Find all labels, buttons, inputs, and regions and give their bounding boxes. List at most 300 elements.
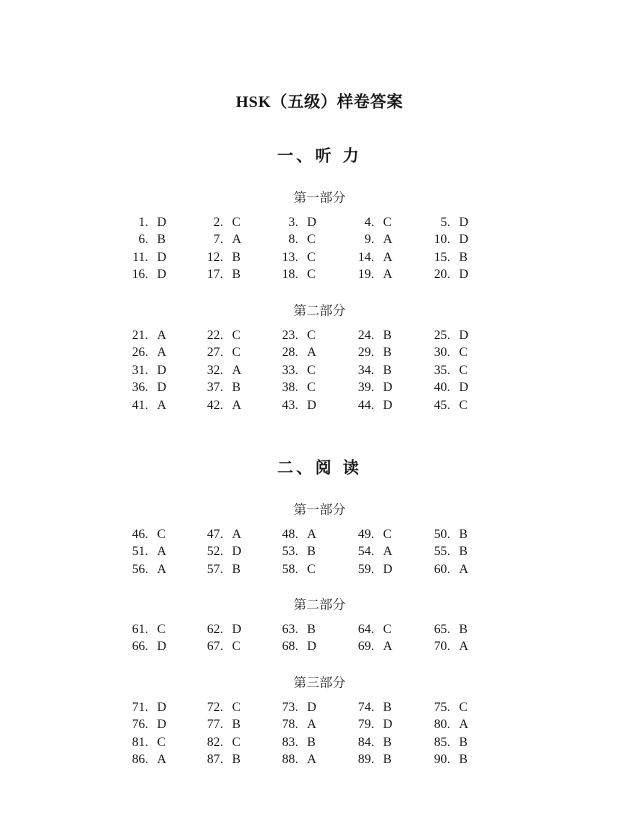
question-number: 22 [207,327,220,342]
question-number: 16 [132,266,145,282]
question-number: 78 [282,716,295,732]
question-number: 41 [132,396,145,412]
answer-item [121,715,169,732]
number-separator: . [295,716,299,732]
number-separator: . [220,638,224,654]
number-separator: . [145,621,149,636]
answer-letter: A [157,327,167,342]
number-separator: . [371,560,375,576]
number-separator: . [220,621,224,636]
answer-item [271,620,319,637]
question-number: 79 [358,716,371,732]
question-number: 53 [282,543,295,559]
number-separator: . [447,266,451,282]
part-heading: 第三部分 [293,676,346,691]
answer-letter: A [383,266,393,282]
question-number: 85 [434,733,447,749]
number-separator: . [220,543,224,559]
question-number: 51 [132,543,145,559]
answer-item [271,361,319,378]
question-number: 9 [364,231,371,247]
answer-letter: A [307,344,317,360]
number-separator: . [447,214,451,229]
answer-letter: B [232,248,241,264]
number-separator: . [145,344,149,360]
number-separator: . [220,344,224,360]
answer-item [196,698,244,715]
answer-letter: B [383,344,392,360]
answer-item [271,230,319,247]
question-number: 67 [207,638,220,654]
number-separator: . [371,266,375,282]
answer-letter: B [232,266,241,282]
answer-letter: A [157,560,167,576]
question-number: 42 [207,396,220,412]
answer-item [121,265,169,282]
number-separator: . [371,379,375,395]
answer-item [121,213,169,230]
question-number: 20 [434,266,447,282]
question-number: 36 [132,379,145,395]
number-separator: . [447,361,451,377]
number-separator: . [447,379,451,395]
answer-item [423,560,471,577]
question-number: 82 [207,733,220,749]
number-separator: . [371,231,375,247]
number-separator: . [145,396,149,412]
number-separator: . [447,344,451,360]
answer-item [121,361,169,378]
answer-letter: C [383,214,392,229]
answer-row [0,378,639,395]
part-heading: 第二部分 [293,304,346,319]
question-number: 2 [213,214,220,229]
answer-letter: B [232,716,241,732]
answer-letter: B [459,733,468,749]
number-separator: . [371,699,375,714]
answer-item [423,396,471,413]
answer-item [196,396,244,413]
number-separator: . [145,543,149,559]
answer-letter: A [383,638,393,654]
answer-letter: D [307,638,317,654]
answer-item [121,230,169,247]
number-separator: . [371,621,375,636]
answer-item [196,715,244,732]
number-separator: . [447,327,451,342]
answer-item [347,361,395,378]
answer-item [271,698,319,715]
question-number: 18 [282,266,295,282]
number-separator: . [145,266,149,282]
question-number: 13 [282,248,295,264]
question-number: 89 [358,751,371,767]
question-number: 19 [358,266,371,282]
question-number: 61 [132,621,145,636]
question-number: 1 [138,214,145,229]
answer-item [121,750,169,767]
question-number: 52 [207,543,220,559]
answer-item [121,620,169,637]
answer-item [196,542,244,559]
answer-letter: D [307,214,317,229]
number-separator: . [220,248,224,264]
answer-letter: B [307,543,316,559]
question-number: 66 [132,638,145,654]
question-number: 56 [132,560,145,576]
question-number: 25 [434,327,447,342]
answer-letter: B [383,699,392,714]
answer-letter: C [307,361,316,377]
number-separator: . [220,379,224,395]
answer-letter: C [307,266,316,282]
number-separator: . [220,716,224,732]
answer-item [196,230,244,247]
answer-item [423,361,471,378]
answer-letter: D [383,560,393,576]
answer-item [347,396,395,413]
answer-letter: C [232,699,241,714]
question-number: 37 [207,379,220,395]
answer-letter: C [232,214,241,229]
question-number: 26 [132,344,145,360]
number-separator: . [371,214,375,229]
question-number: 86 [132,751,145,767]
answer-item [121,326,169,343]
answer-letter: C [459,699,468,714]
answer-item [423,542,471,559]
number-separator: . [295,344,299,360]
answer-letter: B [232,379,241,395]
number-separator: . [447,543,451,559]
question-number: 55 [434,543,447,559]
answer-letter: B [307,733,316,749]
answer-item [271,750,319,767]
answer-letter: D [157,638,167,654]
number-separator: . [145,699,149,714]
question-number: 34 [358,361,371,377]
question-number: 83 [282,733,295,749]
answer-item [196,733,244,750]
answer-letter: D [459,327,469,342]
number-separator: . [295,231,299,247]
answer-row [0,542,639,559]
question-number: 8 [288,231,295,247]
number-separator: . [220,733,224,749]
number-separator: . [295,266,299,282]
answer-item [271,525,319,542]
question-number: 47 [207,526,220,541]
question-number: 33 [282,361,295,377]
answer-letter: C [157,733,166,749]
question-number: 50 [434,526,447,541]
answer-letter: A [459,716,469,732]
answer-letter: A [383,231,393,247]
answer-letter: A [157,396,167,412]
question-number: 65 [434,621,447,636]
answer-letter: B [383,733,392,749]
answer-letter: A [232,396,242,412]
number-separator: . [145,733,149,749]
answer-item [121,560,169,577]
number-separator: . [447,733,451,749]
answer-item [423,620,471,637]
question-number: 48 [282,526,295,541]
answer-letter: D [157,699,167,714]
answer-item [121,637,169,654]
answer-item [196,525,244,542]
answer-row [0,698,639,715]
answer-letter: A [307,716,317,732]
answer-item [423,326,471,343]
answer-item [271,542,319,559]
answer-item [347,542,395,559]
number-separator: . [145,638,149,654]
answer-item [196,248,244,265]
number-separator: . [220,361,224,377]
answer-letter: D [157,266,167,282]
number-separator: . [295,327,299,342]
answer-letter: D [383,716,393,732]
answer-item [271,637,319,654]
answer-letter: B [232,560,241,576]
answer-item [423,213,471,230]
answer-letter: C [307,379,316,395]
question-number: 40 [434,379,447,395]
number-separator: . [295,751,299,767]
answer-item [423,265,471,282]
number-separator: . [447,638,451,654]
answer-letter: A [157,751,167,767]
answer-item [347,213,395,230]
answer-letter: B [459,751,468,767]
answer-letter: D [157,214,167,229]
number-separator: . [145,379,149,395]
number-separator: . [295,621,299,636]
number-separator: . [447,699,451,714]
question-number: 30 [434,344,447,360]
question-number: 24 [358,327,371,342]
question-number: 46 [132,526,145,541]
number-separator: . [447,621,451,636]
number-separator: . [371,638,375,654]
answer-row [0,733,639,750]
question-number: 69 [358,638,371,654]
answer-row [0,326,639,343]
number-separator: . [295,699,299,714]
question-number: 15 [434,248,447,264]
answer-letter: A [232,526,242,541]
number-separator: . [447,751,451,767]
answer-row [0,265,639,282]
number-separator: . [295,543,299,559]
answer-item [196,637,244,654]
number-separator: . [371,543,375,559]
number-separator: . [371,396,375,412]
answer-item [271,396,319,413]
answer-item [423,248,471,265]
question-number: 28 [282,344,295,360]
answer-item [271,213,319,230]
answer-letter: A [157,543,167,559]
answer-letter: B [459,248,468,264]
question-number: 21 [132,327,145,342]
number-separator: . [295,361,299,377]
question-number: 60 [434,560,447,576]
answer-item [423,378,471,395]
answer-letter: D [157,361,167,377]
question-number: 38 [282,379,295,395]
number-separator: . [447,716,451,732]
answer-item [196,265,244,282]
answer-row [0,750,639,767]
question-number: 29 [358,344,371,360]
question-number: 76 [132,716,145,732]
question-number: 87 [207,751,220,767]
question-number: 43 [282,396,295,412]
number-separator: . [447,231,451,247]
answer-letter: C [157,621,166,636]
answer-row [0,361,639,378]
answer-letter: C [307,231,316,247]
number-separator: . [295,526,299,541]
answer-item [423,750,471,767]
answer-letter: D [307,396,317,412]
question-number: 58 [282,560,295,576]
answer-item [121,525,169,542]
answer-item [347,343,395,360]
answer-letter: C [459,344,468,360]
question-number: 6 [138,231,145,247]
answer-item [196,560,244,577]
answer-letter: A [307,751,317,767]
number-separator: . [220,231,224,247]
answer-letter: C [383,621,392,636]
answer-letter: C [232,638,241,654]
number-separator: . [145,327,149,342]
answer-letter: C [383,526,392,541]
answer-letter: A [383,248,393,264]
answer-item [121,542,169,559]
number-separator: . [145,361,149,377]
number-separator: . [295,638,299,654]
number-separator: . [295,248,299,264]
question-number: 10 [434,231,447,247]
question-number: 27 [207,344,220,360]
answer-letter: D [459,266,469,282]
answer-item [347,750,395,767]
number-separator: . [220,526,224,541]
question-number: 75 [434,699,447,714]
answer-item [347,637,395,654]
question-number: 23 [282,327,295,342]
answer-item [347,560,395,577]
question-number: 12 [207,248,220,264]
answer-item [423,343,471,360]
question-number: 45 [434,396,447,412]
answer-letter: D [157,716,167,732]
answer-item [271,560,319,577]
question-number: 90 [434,751,447,767]
question-number: 32 [207,361,220,377]
number-separator: . [295,733,299,749]
answer-item [423,637,471,654]
section-heading-reading: 二、阅 读 [277,458,362,477]
answer-letter: D [383,379,393,395]
question-number: 39 [358,379,371,395]
answer-row [0,620,639,637]
question-number: 64 [358,621,371,636]
answer-letter: D [459,214,469,229]
answer-row [0,560,639,577]
number-separator: . [145,560,149,576]
question-number: 68 [282,638,295,654]
question-number: 71 [132,699,145,714]
number-separator: . [220,751,224,767]
number-separator: . [145,751,149,767]
answer-letter: B [459,526,468,541]
question-number: 14 [358,248,371,264]
answer-letter: C [157,526,166,541]
answer-item [347,620,395,637]
number-separator: . [145,214,149,229]
answer-item [347,378,395,395]
number-separator: . [220,560,224,576]
answer-row [0,396,639,413]
number-separator: . [220,396,224,412]
answer-letter: B [307,621,316,636]
number-separator: . [371,751,375,767]
answer-item [121,378,169,395]
question-number: 77 [207,716,220,732]
answer-item [271,248,319,265]
answer-item [423,525,471,542]
number-separator: . [447,248,451,264]
answer-letter: A [307,526,317,541]
answer-item [271,378,319,395]
answer-letter: C [307,560,316,576]
answer-row [0,525,639,542]
answer-item [347,715,395,732]
answer-letter: C [307,327,316,342]
answer-letter: C [459,396,468,412]
question-number: 54 [358,543,371,559]
answer-letter: C [232,344,241,360]
question-number: 73 [282,699,295,714]
answer-letter: D [459,379,469,395]
answer-item [196,750,244,767]
question-number: 3 [288,214,295,229]
answer-letter: D [157,379,167,395]
question-number: 17 [207,266,220,282]
section-heading-listening: 一、听 力 [277,146,362,165]
answer-item [347,733,395,750]
answer-letter: B [232,751,241,767]
question-number: 49 [358,526,371,541]
number-separator: . [295,396,299,412]
number-separator: . [371,344,375,360]
question-number: 11 [132,248,145,264]
answer-row [0,715,639,732]
number-separator: . [371,248,375,264]
answer-item [271,326,319,343]
answer-letter: C [459,361,468,377]
question-number: 72 [207,699,220,714]
answer-item [347,230,395,247]
number-separator: . [145,526,149,541]
part-heading: 第二部分 [293,598,346,613]
answer-letter: D [232,621,242,636]
